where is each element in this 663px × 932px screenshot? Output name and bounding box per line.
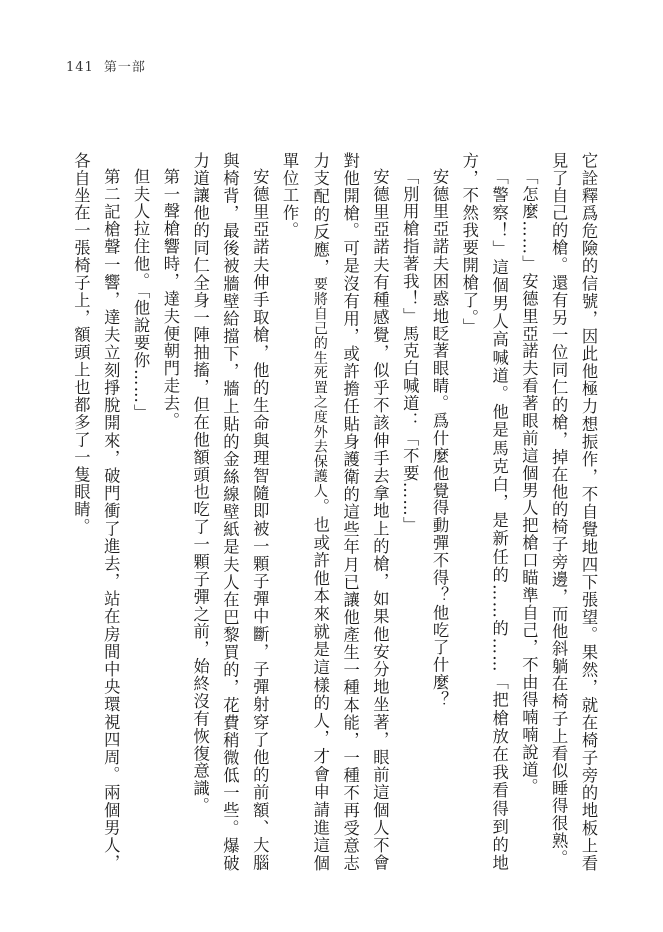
text-run: 安德里亞諾夫有種感覺，似乎不該伸手去拿地上的槍，如果他安分地坐著，眼前這個人不會對他開槍。可是沒有用，或許擔任貼身護衛的這些年月已讓他產生一種本能，一種不再受意志力支配的反應， bbox=[310, 152, 390, 872]
text-run: 它詮釋爲危險的信號，因此他極力想振作，不自覺地四下張望。果然，就在椅子旁的地板上看見了自己的槍。還有另一位同仁的槍，掉在他的椅子旁邊，而他斜躺在椅子上看似睡得很熟。 bbox=[549, 152, 598, 872]
body-text bbox=[66, 152, 603, 872]
text-run: 「警察！」這個男人高喊道。他是馬克白，是新任的……的……「把槍放在我看得到的地方，不然我要開槍了。」 bbox=[459, 152, 509, 872]
paragraph bbox=[274, 152, 394, 872]
text-run: 但夫人拉住他。「他說要你……」 bbox=[131, 168, 151, 422]
text-run: 「怎麼……」安德里亞諾夫看著眼前這個男人把槍口瞄準自己，不由得喃喃說道。 bbox=[519, 168, 539, 797]
paragraph bbox=[394, 152, 424, 872]
paragraph bbox=[454, 152, 514, 872]
paragraph bbox=[125, 152, 155, 872]
paragraph bbox=[424, 152, 454, 872]
page-header bbox=[66, 56, 146, 75]
paragraph bbox=[543, 152, 603, 872]
text-run: 。也或許他本來就是這樣的人，才會申請進這個單位工作。 bbox=[280, 152, 330, 872]
paragraph bbox=[66, 152, 126, 872]
paragraph bbox=[155, 152, 185, 872]
text-run: 第二記槍聲一響，達夫立刻掙脫開來，破門衝了進去，站在房間中央環視四周。兩個男人，各自坐在一張椅子上，額頭上也都多了一隻眼睛。 bbox=[71, 152, 121, 872]
paragraph bbox=[185, 152, 274, 872]
text-run: 「別用槍指著我！」馬克白喊道：「不要……」 bbox=[400, 168, 420, 535]
paragraph bbox=[514, 152, 544, 872]
text-run-small: 要將自己的生死置之度外去保護人 bbox=[311, 276, 328, 499]
text-run: 安德里亞諾夫困惑地眨著眼睛。爲什麼他覺得動彈不得？他吃了什麼？ bbox=[430, 168, 450, 709]
text-run: 第一聲槍響時，達夫便朝門走去。 bbox=[160, 168, 180, 430]
page-number: 141 bbox=[66, 60, 94, 75]
text-run: 安德里亞諾夫伸手取槍，他的生命與理智隨即被一顆子彈中斷，子彈射穿了他的前額、大腦與椅背，最後被牆壁給擋下，牆上貼的金絲線壁紙是夫人在巴黎買的，花費稍微低一些。爆破力道讓他的同仁全身一陣抽搐，但在他額頭也吃了一顆子彈之前，始終沒有恢復意識。 bbox=[190, 152, 270, 872]
section-title: 第一部 bbox=[103, 60, 146, 75]
